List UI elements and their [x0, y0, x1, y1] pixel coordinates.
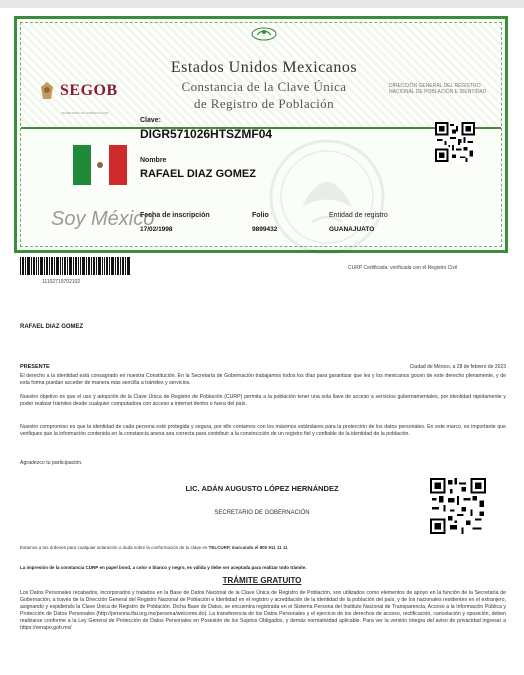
segob-subtitle: SECRETARÍA DE GOBERNACIÓN [61, 111, 109, 115]
letter-date: Ciudad de México, a 28 de febrero de 2023 [409, 364, 506, 370]
impresion-notice: La impresión de la constancia CURP en papel bond, a color o blanco y negro, es válida y debe ser aceptada para realizar todo trámite. [20, 565, 307, 570]
paragraph-2: Nuestro objetivo es que el uso y adopción de la Clave Única de Registro de Población (CURP) permita a la población tener una sola llave de acceso a servicios gubernamentales, por identidad rápidamente y poder realizar trámites desde cualquier computadora con acceso a internet dentro o fuera del país. [20, 394, 506, 407]
dgr-text: DIRECCIÓN GENERAL DEL REGISTRO NACIONAL DE POBLACIÓN E IDENTIDAD [389, 83, 487, 95]
tramite-gratuito: TRÁMITE GRATUITO [222, 576, 302, 585]
segob-emblem-icon [39, 81, 55, 101]
nombre-label: Nombre [140, 157, 167, 164]
title-registro: de Registro de Población [194, 96, 334, 111]
letter-qr-code [430, 478, 486, 534]
barcode-number: 11102719702102 [42, 279, 81, 285]
entidad-value: GUANAJUATO [329, 226, 375, 233]
telcurp-number: TELCURP, marcando el 800 911 11 11 [208, 545, 288, 550]
barcode [20, 257, 130, 275]
signer-title: SECRETARIO DE GOBERNACIÓN [214, 510, 310, 516]
segob-logo-text: SEGOB [60, 82, 118, 99]
title-constancia: Constancia de la Clave Única [181, 79, 347, 94]
fecha-inscripcion-label: Fecha de inscripción [140, 212, 210, 219]
entidad-label: Entidad de registro [329, 212, 388, 219]
segob-logo [39, 81, 118, 101]
telcurp-notice [20, 545, 288, 550]
mexico-eagle-seal-icon [249, 25, 279, 41]
eagle-watermark-icon [267, 137, 387, 257]
privacy-notice: Los Datos Personales recabados, incorporados y tratados en la Base de Datos Nacional de la Clave Única de Registro de Población, son utilizados como elementos de apoyo en la función de la Secretaría de Gobernación, a través de la Dirección General del Registro Nacional de Población e Identidad en el registro y acreditación de la identidad de la población del país, y de los nacionales residentes en el extranjero, asignando y expidiendo la Clave Única de Registro de Población. Dicha Base de Datos, se encuentra registrada en el Sistema Persona del Instituto Nacional de Transparencia, Acceso a la Información Pública y Protección de Datos Personales (http://persona.ifai.org.mx/persona/welcome.do). La transferencia de los Datos Personales y el ejercicio de los derechos de acceso, rectificación, cancelación y oposición, deben realizarse conforme a la Ley General de Protección de Datos Personales en Posesión de los Sujetos Obligados, y demás normatividad aplicable. Para ver la versión íntegra del aviso de privacidad ingresar a https://renapo.gob.mx/ [20, 590, 506, 631]
signer-name: LIC. ADÁN AUGUSTO LÓPEZ HERNÁNDEZ [185, 484, 339, 493]
soy-mexico-slogan: Soy México [51, 208, 155, 230]
fecha-inscripcion-value: 17/02/1998 [140, 226, 173, 233]
letter-recipient-name: RAFAEL DIAZ GOMEZ [20, 324, 84, 330]
title-estados-unidos: Estados Unidos Mexicanos [170, 59, 358, 76]
presente-heading: PRESENTE [20, 364, 50, 370]
mexico-flag-icon [73, 145, 127, 185]
folio-value: 9899432 [252, 226, 278, 233]
paragraph-3: Nuestro compromiso es que la identidad de cada persona esté protegida y segura, por ello contamos con los máximos estándares para la protección de los datos personales. En este marco, es importante que verifiques que la información contenida en la constancia anexa sea correcta para contribuir a la construcción de un registro fiel y confiable de la identidad de la población. [20, 424, 506, 437]
nombre-value: RAFAEL DIAZ GOMEZ [140, 168, 256, 180]
top-bar [0, 0, 524, 8]
clave-value: DIGR571026HTSZMF04 [140, 127, 273, 141]
certificate-qr-code [435, 122, 475, 162]
paragraph-1: El derecho a la identidad está consagrado en nuestra Constitución. En la Secretaría de Gobernación trabajamos todos los días para garantizar que les y los mexicanos gocen de este derecho plenamente, y de esta forma puedan acceder de manera más sencilla a trámites y servicios. [20, 373, 506, 386]
curp-certificate [14, 16, 508, 253]
telcurp-text: Estamos a tus órdenes para cualquier aclaración o duda sobre la conformación de tu clave en [20, 545, 208, 550]
folio-label: Folio [252, 212, 269, 219]
paragraph-4: Agradezco tu participación. [20, 460, 83, 466]
curp-certified-note: CURP Certificada: verificada con el Registro Civil [348, 265, 458, 271]
clave-label: Clave: [140, 117, 162, 124]
